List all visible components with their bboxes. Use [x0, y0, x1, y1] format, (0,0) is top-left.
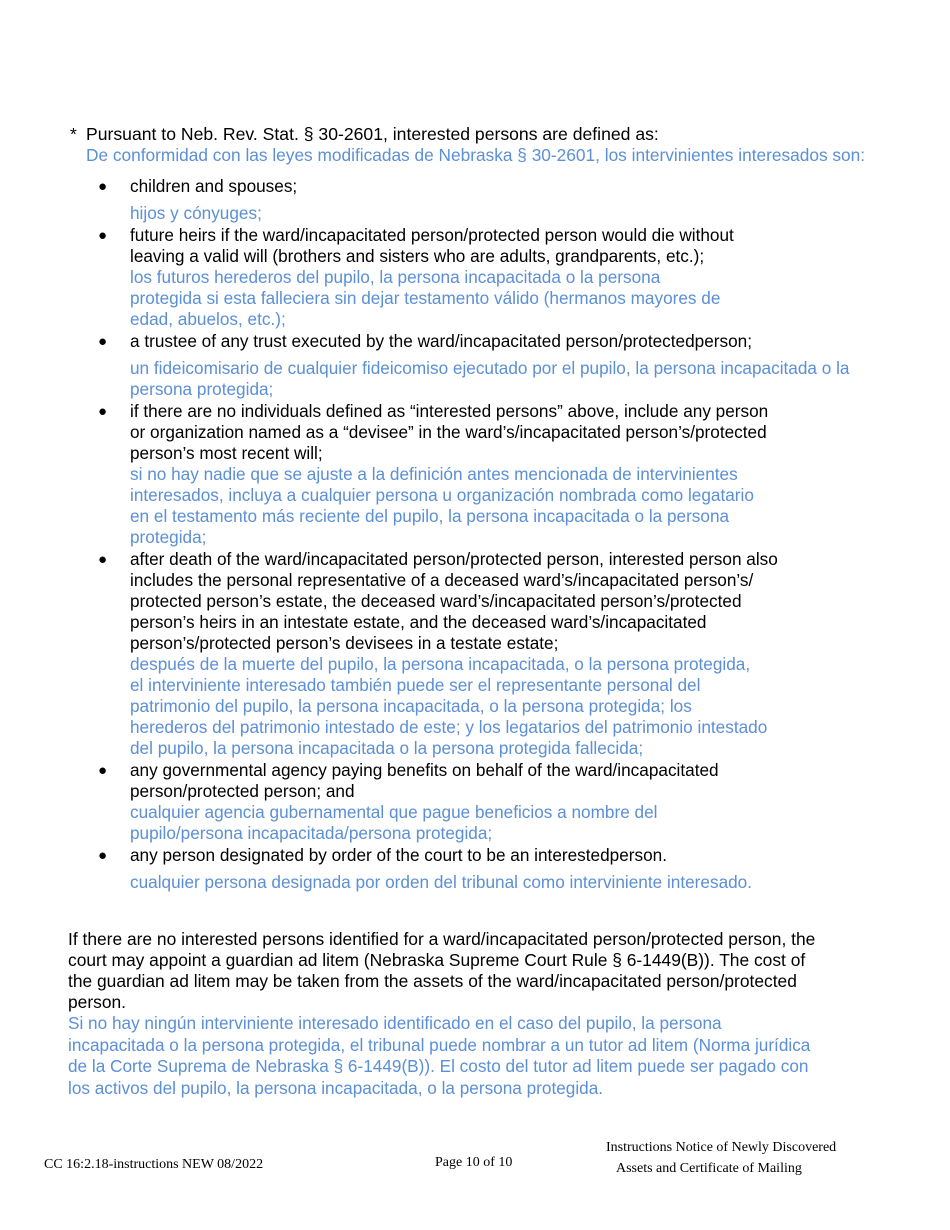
item-spanish: [130, 358, 926, 400]
list-item: [96, 760, 926, 844]
closing-line: the guardian ad litem may be taken from the assets of the ward/incapacitated person/protected: [68, 971, 797, 991]
bullet-icon: ●: [98, 333, 108, 350]
spanish-line: si no hay nadie que se ajuste a la definición antes mencionada de intervinientes: [130, 464, 738, 484]
english-line: includes the personal representative of a deceased ward’s/incapacitated person’s/: [130, 570, 754, 590]
english-line: person’s most recent will;: [130, 443, 323, 463]
closing-line: de la Corte Suprema de Nebraska § 6-1449(B)). El costo del tutor ad litem puede ser pagado con: [68, 1056, 809, 1076]
bullet-icon: ●: [98, 178, 108, 195]
english-line: a trustee of any trust executed by the ward/incapacitated person/protectedperson;: [130, 331, 752, 351]
english-line: children and spouses;: [130, 176, 298, 196]
item-spanish: [130, 872, 926, 893]
spanish-line: persona protegida;: [130, 379, 274, 399]
item-english: [130, 549, 926, 654]
item-english: [130, 401, 926, 464]
list-item: [96, 845, 926, 893]
english-line: any person designated by order of the court to be an interestedperson.: [130, 845, 667, 865]
list-item: [96, 331, 926, 400]
english-line: or organization named as a “devisee” in the ward’s/incapacitated person’s/protected: [130, 422, 767, 442]
list-item: [96, 225, 926, 330]
closing-line: court may appoint a guardian ad litem (Nebraska Supreme Court Rule § 6-1449(B)). The cost of: [68, 950, 806, 970]
closing-line: incapacitada o la persona protegida, el tribunal puede nombrar a un tutor ad litem (Norma jurídica: [68, 1034, 811, 1055]
english-line: person’s heirs in an intestate estate, and the deceased ward’s/incapacitated: [130, 612, 707, 632]
item-english: [130, 845, 926, 866]
footer-title-line2: Assets and Certificate of Mailing: [616, 1161, 802, 1176]
item-spanish: [130, 802, 926, 844]
intro-spanish: De conformidad con las leyes modificadas de Nebraska § 30-2601, los intervinientes interesados son:: [86, 145, 866, 165]
spanish-line: cualquier agencia gubernamental que pague beneficios a nombre del: [130, 802, 658, 822]
spanish-line: cualquier persona designada por orden del tribunal como interviniente interesado.: [130, 872, 753, 892]
spanish-line: edad, abuelos, etc.);: [130, 309, 286, 329]
intro-section: [70, 124, 930, 166]
footer-title-line1: Instructions Notice of Newly Discovered: [606, 1140, 837, 1155]
english-line: if there are no individuals defined as “interested persons” above, include any person: [130, 401, 769, 421]
closing-spanish: [68, 1013, 878, 1099]
bullet-icon: ●: [98, 762, 108, 779]
bullet-icon: ●: [98, 227, 108, 244]
intro-english: [70, 124, 930, 145]
english-line: leaving a valid will (brothers and sisters who are adults, grandparents, etc.);: [130, 246, 705, 266]
item-spanish: [130, 203, 926, 224]
bullet-icon: ●: [98, 403, 108, 420]
closing-line: Si no hay ningún interviniente interesado identificado en el caso del pupilo, la persona: [68, 1013, 722, 1033]
spanish-line: del pupilo, la persona incapacitada o la persona protegida fallecida;: [130, 738, 644, 758]
item-english: [130, 176, 926, 197]
spanish-line: herederos del patrimonio intestado de este; y los legatarios del patrimonio intestado: [130, 717, 768, 737]
spanish-line: el interviniente interesado también puede ser el representante personal del: [130, 675, 701, 695]
list-item: [96, 549, 926, 759]
item-spanish: [130, 464, 926, 548]
spanish-line: un fideicomisario de cualquier fideicomiso ejecutado por el pupilo, la persona incapacitada o la: [130, 358, 850, 378]
english-line: protected person’s estate, the deceased ward’s/incapacitated person’s/protected: [130, 591, 742, 611]
item-spanish: [130, 267, 926, 330]
spanish-line: protegida si esta falleciera sin dejar testamento válido (hermanos mayores de: [130, 288, 721, 308]
footer-title: [606, 1137, 836, 1179]
english-line: any governmental agency paying benefits on behalf of the ward/incapacitated: [130, 760, 719, 780]
intro-english-text: Pursuant to Neb. Rev. Stat. § 30-2601, interested persons are defined as:: [86, 124, 659, 144]
english-line: person’s/protected person’s devisees in a testate estate;: [130, 633, 559, 653]
list-item: [96, 401, 926, 548]
spanish-line: los futuros herederos del pupilo, la persona incapacitada o la persona: [130, 267, 661, 287]
bullet-icon: ●: [98, 551, 108, 568]
item-english: [130, 225, 926, 267]
english-line: person/protected person; and: [130, 781, 355, 801]
closing-section: [68, 929, 878, 1099]
list-item: [96, 176, 926, 224]
spanish-line: después de la muerte del pupilo, la persona incapacitada, o la persona protegida,: [130, 654, 751, 674]
english-line: after death of the ward/incapacitated person/protected person, interested person also: [130, 549, 778, 569]
asterisk: *: [70, 124, 77, 144]
footer-page-number: Page 10 of 10: [435, 1155, 513, 1170]
item-spanish: [130, 654, 926, 759]
spanish-line: patrimonio del pupilo, la persona incapacitada, o la persona protegida; los: [130, 696, 692, 716]
spanish-line: hijos y cónyuges;: [130, 203, 262, 223]
closing-line: person.: [68, 992, 127, 1012]
footer-form-id: CC 16:2.18-instructions NEW 08/2022: [44, 1157, 264, 1172]
spanish-line: pupilo/persona incapacitada/persona protegida;: [130, 823, 493, 843]
closing-line: If there are no interested persons identified for a ward/incapacitated person/protected person, the: [68, 929, 816, 949]
english-line: future heirs if the ward/incapacitated person/protected person would die without: [130, 225, 734, 245]
spanish-line: interesados, incluya a cualquier persona u organización nombrada como legatario: [130, 485, 754, 505]
interested-persons-list: [96, 176, 926, 894]
spanish-line: en el testamento más reciente del pupilo, la persona incapacitada o la persona: [130, 506, 730, 526]
item-english: [130, 760, 926, 802]
spanish-line: protegida;: [130, 527, 207, 547]
item-english: [130, 331, 926, 352]
bullet-icon: ●: [98, 847, 108, 864]
closing-english: [68, 929, 878, 1013]
closing-line: los activos del pupilo, la persona incapacitada, o la persona protegida.: [68, 1077, 604, 1098]
